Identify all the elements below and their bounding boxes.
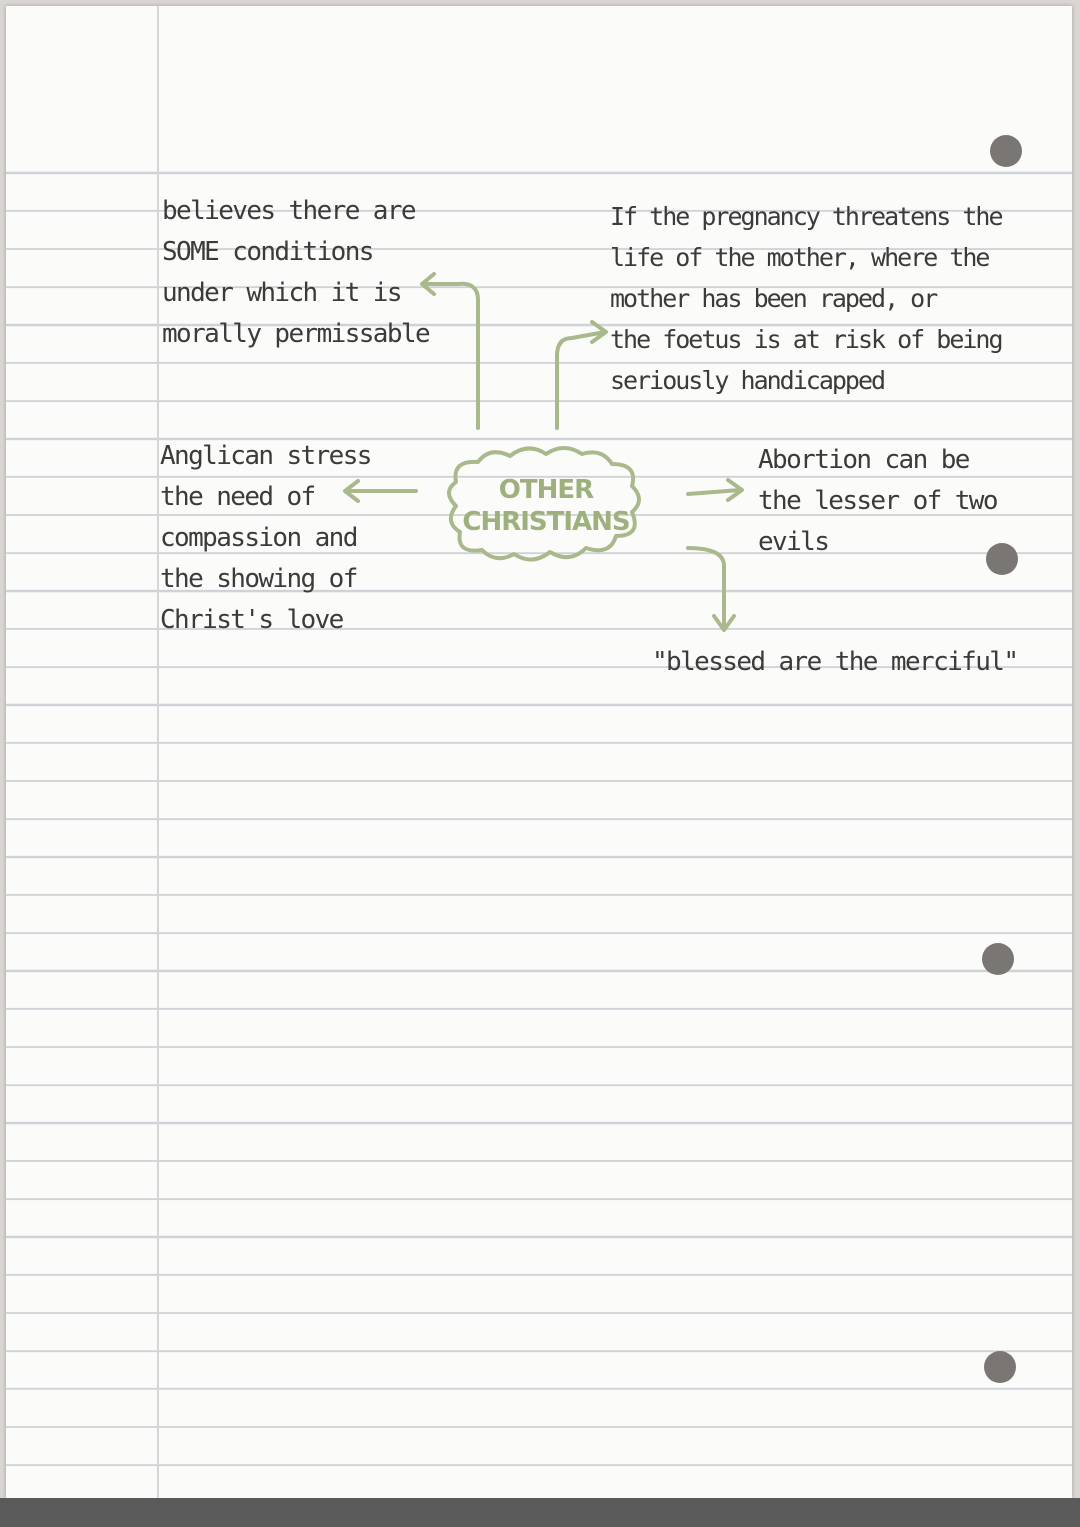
central-topic-line2: CHRISTIANS (462, 507, 630, 537)
quote-text: "blessed are the merciful" (652, 647, 1018, 677)
arrow-to-quote (688, 548, 724, 628)
note-line: the need of (160, 482, 315, 512)
note-mid-right (758, 440, 997, 563)
note-line: Anglican stress (160, 441, 371, 471)
note-line: the foetus is at risk of being (610, 325, 1002, 354)
arrow-to-top-left (424, 284, 478, 428)
note-line: the lesser of two (758, 486, 997, 516)
arrow-to-top-right (557, 332, 605, 428)
note-top-left (162, 191, 429, 355)
note-line: compassion and (160, 523, 357, 553)
note-top-right (610, 196, 1002, 401)
arrow-to-mid-right (688, 490, 740, 494)
note-line: seriously handicapped (610, 366, 885, 395)
note-line: Abortion can be (758, 445, 969, 475)
note-line: life of the mother, where the (610, 243, 989, 272)
note-quote (652, 642, 1017, 683)
note-line: morally permissable (162, 319, 430, 349)
central-topic-line1: OTHER (498, 475, 594, 505)
note-mid-left (160, 436, 371, 641)
central-topic-label (436, 474, 656, 538)
note-line: SOME conditions (162, 237, 373, 267)
note-line: evils (758, 527, 829, 557)
note-line: the showing of (160, 564, 357, 594)
note-line: mother has been raped, or (610, 284, 937, 313)
note-line: If the pregnancy threatens the (610, 202, 1002, 231)
note-line: under which it is (162, 278, 401, 308)
note-line: believes there are (162, 196, 415, 226)
note-line: Christ's love (160, 605, 343, 635)
